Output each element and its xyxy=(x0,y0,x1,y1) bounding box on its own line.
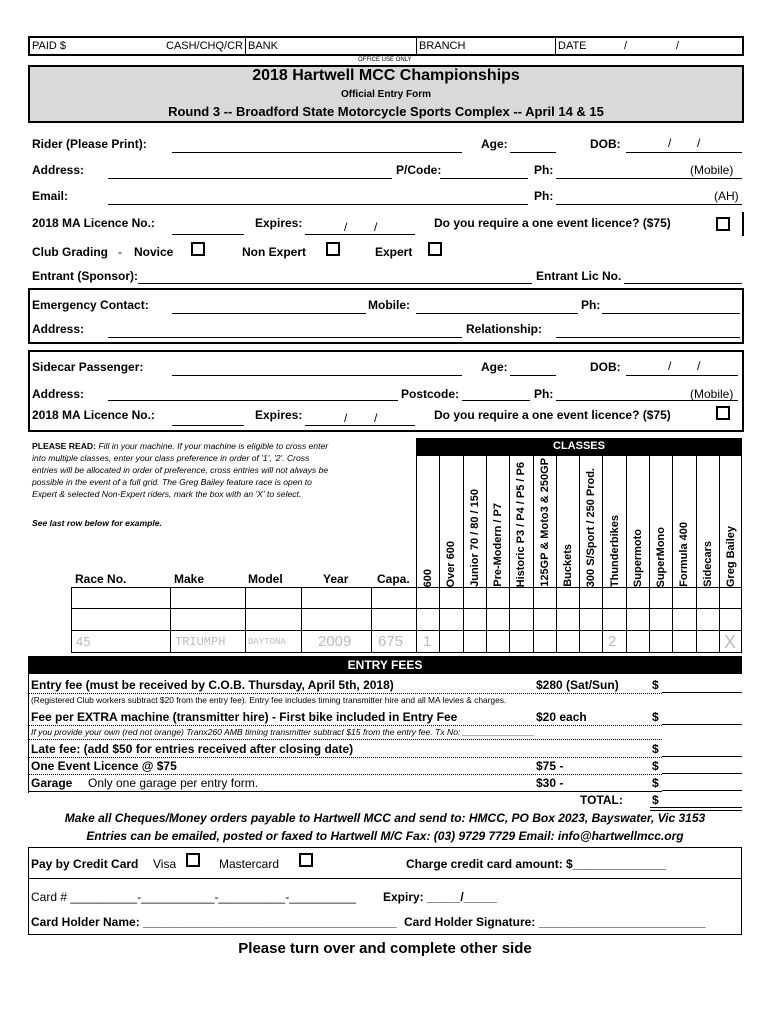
class-column-header xyxy=(509,456,532,587)
sidecar-address-label: Address: xyxy=(32,387,85,401)
instructions-line-5: Expert & selected Non-Expert riders, mark the box with an 'X' to select. xyxy=(32,489,302,499)
rider-one-event-checkbox[interactable] xyxy=(716,217,730,231)
pay-credit-card-label: Pay by Credit Card xyxy=(31,857,139,871)
class-column-label: 125GP & Moto3 & 250GP xyxy=(538,458,551,587)
rider-licence-field[interactable] xyxy=(172,234,244,235)
rider-age-field[interactable] xyxy=(510,152,556,153)
sidecar-licence-label: 2018 MA Licence No.: xyxy=(32,408,155,422)
example-make: TRIUMPH xyxy=(175,635,226,649)
sidecar-ph-label: Ph: xyxy=(534,387,554,401)
extra-fee-dollar: $ xyxy=(652,710,659,724)
class-column-header xyxy=(719,456,742,587)
rider-pcode-field[interactable] xyxy=(440,178,528,179)
rider-licence-label: 2018 MA Licence No.: xyxy=(32,216,155,230)
one-event-fee-dollar: $ xyxy=(652,759,659,773)
fee-divider-4 xyxy=(28,757,662,758)
classes-title: CLASSES xyxy=(553,440,605,452)
sidecar-licence-field[interactable] xyxy=(172,425,244,426)
class-column-label: Over 600 xyxy=(445,540,458,587)
own-transmitter-note: If you provide your own (red not orange) Tranx260 AMB timing transmitter subtract $15 from the entry fee. Tx No: _______________ xyxy=(31,727,535,737)
instructions-line-2: into multiple classes, enter your class preference in order of '1', '2'. Cross xyxy=(32,453,310,463)
sidecar-passenger-field[interactable] xyxy=(172,375,462,376)
class-column-header xyxy=(486,456,509,587)
sidecar-dob-label: DOB: xyxy=(590,360,621,374)
one-event-fee-amount: $75 - xyxy=(536,759,564,773)
one-event-fee-label: One Event Licence @ $75 xyxy=(31,759,177,773)
right-bar xyxy=(742,212,744,236)
class-column-label: Greg Bailey xyxy=(724,525,737,587)
garage-desc: Only one garage per entry form. xyxy=(88,776,259,790)
class-column-header xyxy=(533,456,556,587)
rider-email-field[interactable] xyxy=(108,204,528,205)
sidecar-address-field[interactable] xyxy=(108,400,398,401)
sidecar-expires-field[interactable] xyxy=(305,425,415,426)
office-divider-2 xyxy=(416,38,417,54)
rider-name-field[interactable] xyxy=(172,152,462,153)
sidecar-expires-slash-1: / xyxy=(344,411,348,425)
make-header: Make xyxy=(174,572,205,586)
year-header: Year xyxy=(323,572,349,586)
class-column-label: Supermoto xyxy=(631,528,644,587)
sidecar-passenger-label: Sidecar Passenger: xyxy=(32,360,144,374)
late-fee-field[interactable] xyxy=(662,756,742,757)
emergency-ph-field[interactable] xyxy=(602,313,740,314)
sidecar-dob-slash-2: / xyxy=(697,359,701,373)
rider-name-label: Rider (Please Print): xyxy=(32,137,147,151)
sidecar-age-label: Age: xyxy=(481,360,508,374)
rider-pcode-label: P/Code: xyxy=(396,163,442,177)
round-info: Round 3 -- Broadford State Motorcycle Sports Complex -- April 14 & 15 xyxy=(168,104,604,119)
class-column-label: Formula 400 xyxy=(678,522,691,587)
garage-amount: $30 - xyxy=(536,776,564,790)
novice-label: Novice xyxy=(134,245,174,259)
example-race-no: 45 xyxy=(76,634,91,649)
rider-expires-field[interactable] xyxy=(305,234,415,235)
entrant-lic-label: Entrant Lic No. xyxy=(536,269,622,283)
class-column-label: Thunderbikes xyxy=(608,514,621,587)
emergency-mobile-label: Mobile: xyxy=(368,298,410,312)
garage-label: Garage xyxy=(31,776,73,790)
rider-expires-label: Expires: xyxy=(255,216,303,230)
email-fax-info: Entries can be emailed, posted or faxed to Hartwell M/C Fax: (03) 9729 7729 Email: info@hartwellmcc.org xyxy=(86,829,684,843)
total-label: TOTAL: xyxy=(580,793,623,807)
date-slash-2: / xyxy=(676,40,680,52)
card-expiry[interactable]: Expiry: _____/_____ xyxy=(383,890,498,904)
entry-fee-field[interactable] xyxy=(662,692,742,693)
class-column-header xyxy=(672,456,695,587)
card-number[interactable]: Card # __________-___________-__________-__________ xyxy=(31,890,356,904)
emergency-ph-label: Ph: xyxy=(581,298,601,312)
sidecar-dob-slash-1: / xyxy=(668,359,672,373)
dob-slash-2: / xyxy=(697,136,701,150)
branch-label: BRANCH xyxy=(419,40,466,52)
garage-dollar: $ xyxy=(652,776,659,790)
expires-slash-1: / xyxy=(344,220,348,234)
mastercard-checkbox[interactable] xyxy=(299,853,313,867)
relationship-field[interactable] xyxy=(556,337,740,338)
machine-row-1[interactable] xyxy=(72,588,741,608)
class-column-header xyxy=(556,456,579,587)
date-label: DATE xyxy=(558,40,587,52)
example-capa: 675 xyxy=(378,633,404,650)
emergency-address-label: Address: xyxy=(32,322,85,336)
one-event-fee-field[interactable] xyxy=(662,773,742,774)
office-use-only: OFFICE USE ONLY xyxy=(358,57,412,63)
rider-address-label: Address: xyxy=(32,163,85,177)
entry-fee-amount: $280 (Sat/Sun) xyxy=(536,678,619,692)
class-column-label: 300 S/Sport / 250 Prod. xyxy=(585,467,598,587)
class-column-header xyxy=(439,456,462,587)
sidecar-postcode-field[interactable] xyxy=(462,400,530,401)
class-column-header xyxy=(463,456,486,587)
class-column-label: Junior 70 / 80 / 150 xyxy=(468,489,481,587)
sidecar-expires-slash-2: / xyxy=(374,411,378,425)
sidecar-dob-field[interactable] xyxy=(626,375,738,376)
paid-label: PAID $ xyxy=(32,40,67,52)
fee-divider-2 xyxy=(28,725,662,726)
visa-label: Visa xyxy=(153,857,177,871)
fee-divider-5 xyxy=(28,774,662,775)
entrant-lic-field[interactable] xyxy=(624,283,742,284)
class-column-header xyxy=(416,456,439,587)
class-column-header xyxy=(696,456,719,587)
class-column-header xyxy=(579,456,602,587)
visa-checkbox[interactable] xyxy=(186,853,200,867)
charge-amount[interactable]: Charge credit card amount: $______________ xyxy=(406,857,667,871)
instructions-line-3: entries will be allocated in order of preference, cross entries will not always be xyxy=(32,465,329,475)
extra-fee-label: Fee per EXTRA machine (transmitter hire) - First bike included in Entry Fee xyxy=(31,710,458,724)
rider-age-label: Age: xyxy=(481,137,508,151)
relationship-label: Relationship: xyxy=(466,322,543,336)
fee-divider-3 xyxy=(28,739,662,740)
instructions-text-1: Fill in your machine. If your machine is eligible to cross enter xyxy=(95,441,329,451)
sidecar-expires-label: Expires: xyxy=(255,408,303,422)
novice-checkbox[interactable] xyxy=(191,242,205,256)
sidecar-one-event-checkbox[interactable] xyxy=(716,406,730,420)
footer-note: Please turn over and complete other side xyxy=(238,940,532,957)
date-slash-1: / xyxy=(624,40,628,52)
bank-label: BANK xyxy=(248,40,278,52)
example-thunder-pref: 2 xyxy=(608,633,617,650)
entrant-label: Entrant (Sponsor): xyxy=(32,269,138,283)
entrant-field[interactable] xyxy=(138,283,532,284)
emergency-box xyxy=(28,288,744,344)
entry-fee-dollar: $ xyxy=(652,678,659,692)
cc-divider-1 xyxy=(28,878,742,879)
garage-field[interactable] xyxy=(662,790,742,791)
class-column-label: Buckets xyxy=(561,544,574,587)
extra-fee-amount: $20 each xyxy=(536,710,587,724)
fee-divider-1 xyxy=(28,693,662,694)
page-title: 2018 Hartwell MCC Championships xyxy=(252,67,520,84)
sidecar-age-field[interactable] xyxy=(510,375,556,376)
rider-ph-ah-label: Ph: xyxy=(534,189,554,203)
sidecar-mobile-note: (Mobile) xyxy=(690,387,734,401)
see-last-row: See last row below for example. xyxy=(32,518,162,528)
model-header: Model xyxy=(248,572,283,586)
class-column-label: Sidecars xyxy=(701,541,714,587)
mobile-note: (Mobile) xyxy=(690,163,734,177)
cash-label: CASH/CHQ/CR xyxy=(166,40,244,52)
office-use-row xyxy=(28,36,744,56)
rider-dob-label: DOB: xyxy=(590,137,621,151)
class-column-label: SuperMono xyxy=(655,526,668,587)
fees-title: ENTRY FEES xyxy=(347,658,423,672)
capa-header: Capa. xyxy=(377,572,410,586)
fee-divider-6 xyxy=(28,791,662,792)
late-fee-label: Late fee: (add $50 for entries received after closing date) xyxy=(31,742,354,756)
dob-slash-1: / xyxy=(668,136,672,150)
rider-mobile-field[interactable] xyxy=(556,178,742,179)
rider-dob-field[interactable] xyxy=(626,152,742,153)
rider-one-event-question: Do you require a one event licence? ($75) xyxy=(434,216,671,230)
expert-checkbox[interactable] xyxy=(428,242,442,256)
card-holder-signature[interactable]: Card Holder Signature: _________________________ xyxy=(404,915,706,929)
office-divider-3 xyxy=(555,38,556,54)
fees-left-border xyxy=(28,674,29,793)
emergency-mobile-field[interactable] xyxy=(416,313,578,314)
class-column-header xyxy=(649,456,672,587)
entry-fee-label: Entry fee (must be received by C.O.B. Thursday, April 5th, 2018) xyxy=(31,678,394,692)
machine-row-2[interactable] xyxy=(72,609,741,630)
class-column-header xyxy=(602,456,625,587)
rider-email-label: Email: xyxy=(32,189,69,203)
example-year: 2009 xyxy=(318,633,352,650)
rider-ah-field[interactable] xyxy=(556,204,742,205)
race-no-header: Race No. xyxy=(75,572,127,586)
club-grading-label: Club Grading xyxy=(32,245,108,259)
please-read-label: PLEASE READ: xyxy=(32,441,96,451)
extra-fee-field[interactable] xyxy=(662,724,742,725)
page-subtitle: Official Entry Form xyxy=(340,89,431,100)
class-column-label: Historic P3 / P4 / P5 / P6 xyxy=(515,461,528,587)
cheques-info: Make all Cheques/Money orders payable to Hartwell MCC and send to: HMCC, PO Box 2023, Bayswater, Vic 3153 xyxy=(64,811,706,825)
total-dollar: $ xyxy=(652,793,659,807)
instructions-line-1 xyxy=(32,440,412,452)
rider-address-field[interactable] xyxy=(108,178,392,179)
non-expert-label: Non Expert xyxy=(242,245,307,259)
sidecar-one-event-question: Do you require a one event licence? ($75) xyxy=(434,408,671,422)
class-column-label: Pre-Modern / P7 xyxy=(492,503,505,587)
ah-note: (AH) xyxy=(714,189,739,203)
instructions-line-4: possible in the event of a full grid. The Greg Bailey feature race is open to xyxy=(32,477,312,487)
example-600-pref: 1 xyxy=(423,633,432,650)
office-divider-1 xyxy=(245,38,246,54)
emergency-address-field[interactable] xyxy=(108,337,462,338)
grading-dash: - xyxy=(118,245,122,259)
sidecar-postcode-label: Postcode: xyxy=(401,387,460,401)
registered-note: (Registered Club workers subtract $20 from the entry fee). Entry fee includes timing transmitter hire and all MA levies & charges. xyxy=(31,695,507,705)
card-holder-name[interactable]: Card Holder Name: ______________________________________ xyxy=(31,915,397,929)
expert-label: Expert xyxy=(375,245,413,259)
emergency-contact-label: Emergency Contact: xyxy=(32,298,149,312)
late-fee-dollar: $ xyxy=(652,742,659,756)
non-expert-checkbox[interactable] xyxy=(326,242,340,256)
class-column-label: 600 xyxy=(422,568,435,587)
expires-slash-2: / xyxy=(374,220,378,234)
emergency-contact-field[interactable] xyxy=(172,313,366,314)
mastercard-label: Mastercard xyxy=(219,857,280,871)
example-model: DAYTONA xyxy=(248,637,286,647)
row-divider-2 xyxy=(71,630,742,631)
instructions xyxy=(32,440,412,500)
example-greg-x: X xyxy=(724,632,737,652)
class-column-header xyxy=(626,456,649,587)
rider-ph-label: Ph: xyxy=(534,163,554,177)
